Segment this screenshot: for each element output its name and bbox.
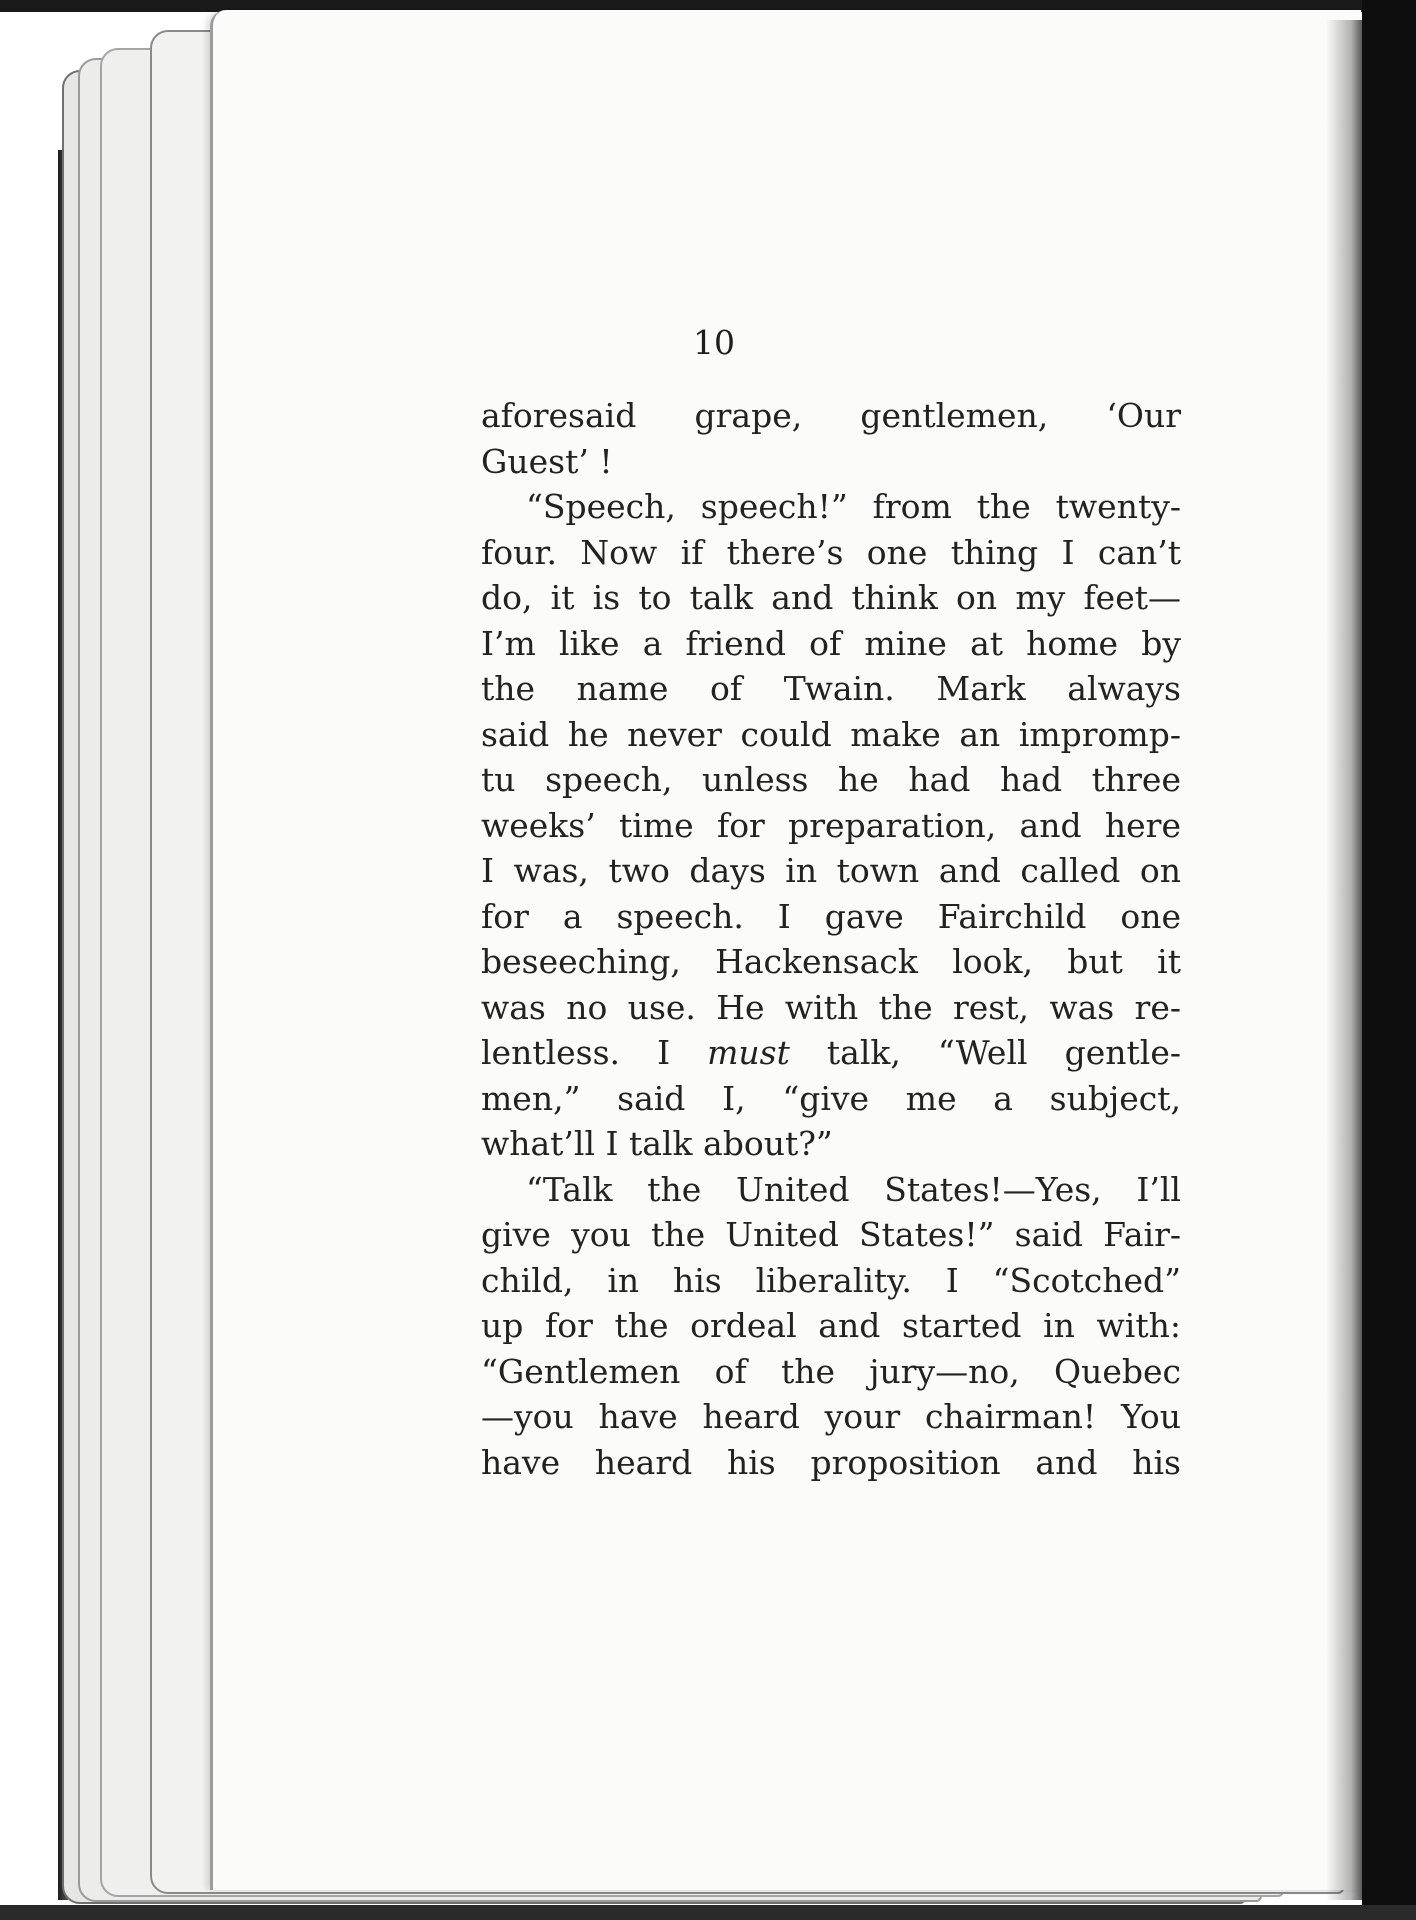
- text-line: “Speech, speech!” from the twenty-: [526, 487, 1181, 526]
- text-line-italic-word: [481, 1030, 1181, 1076]
- text-line: I’m like a friend of mine at home by: [481, 623, 1181, 663]
- text-line: give you the United States!” said Fair-: [481, 1215, 1181, 1254]
- text-line: men,” said I, “give me a subject,: [481, 1078, 1181, 1118]
- text-line: Guest’ !: [481, 441, 613, 481]
- scan-right-edge: [1362, 0, 1416, 1920]
- text-line: was no use. He with the rest, was re-: [481, 987, 1181, 1027]
- text-line: “Talk the United States!—Yes, I’ll: [526, 1169, 1181, 1209]
- scan-bottom-edge: [0, 1905, 1416, 1920]
- text-segment: talk, “Well gentle-: [826, 1033, 1181, 1072]
- text-line: said he never could make an impromp-: [481, 714, 1181, 754]
- text-line: “Gentlemen of the jury—no, Quebec: [481, 1351, 1181, 1391]
- text-line: have heard his proposition and his: [481, 1442, 1181, 1482]
- text-line: what’ll I talk about?”: [481, 1124, 833, 1163]
- text-line: do, it is to talk and think on my feet—: [481, 578, 1181, 617]
- text-line: aforesaid grape, gentlemen, ‘Our: [481, 396, 1181, 435]
- emphasized-word: must: [707, 1033, 790, 1072]
- text-line: —you have heard your chairman! You: [481, 1397, 1181, 1436]
- text-segment: lentless. I: [481, 1033, 671, 1072]
- page-number: 10: [693, 323, 735, 362]
- text-line: beseeching, Hackensack look, but it: [481, 942, 1181, 981]
- text-line: child, in his liberality. I “Scotched”: [481, 1260, 1181, 1300]
- page-gutter-shadow: [1326, 20, 1362, 1900]
- text-line: tu speech, unless he had had three: [481, 760, 1181, 799]
- text-line: weeks’ time for preparation, and here: [481, 805, 1181, 845]
- text-line: four. Now if there’s one thing I can’t: [481, 532, 1181, 572]
- page-text: [481, 393, 1181, 1485]
- text-line: the name of Twain. Mark always: [481, 669, 1181, 708]
- text-line: up for the ordeal and started in with:: [481, 1306, 1181, 1345]
- text-line: for a speech. I gave Fairchild one: [481, 896, 1181, 936]
- text-line: I was, two days in town and called on: [481, 851, 1181, 890]
